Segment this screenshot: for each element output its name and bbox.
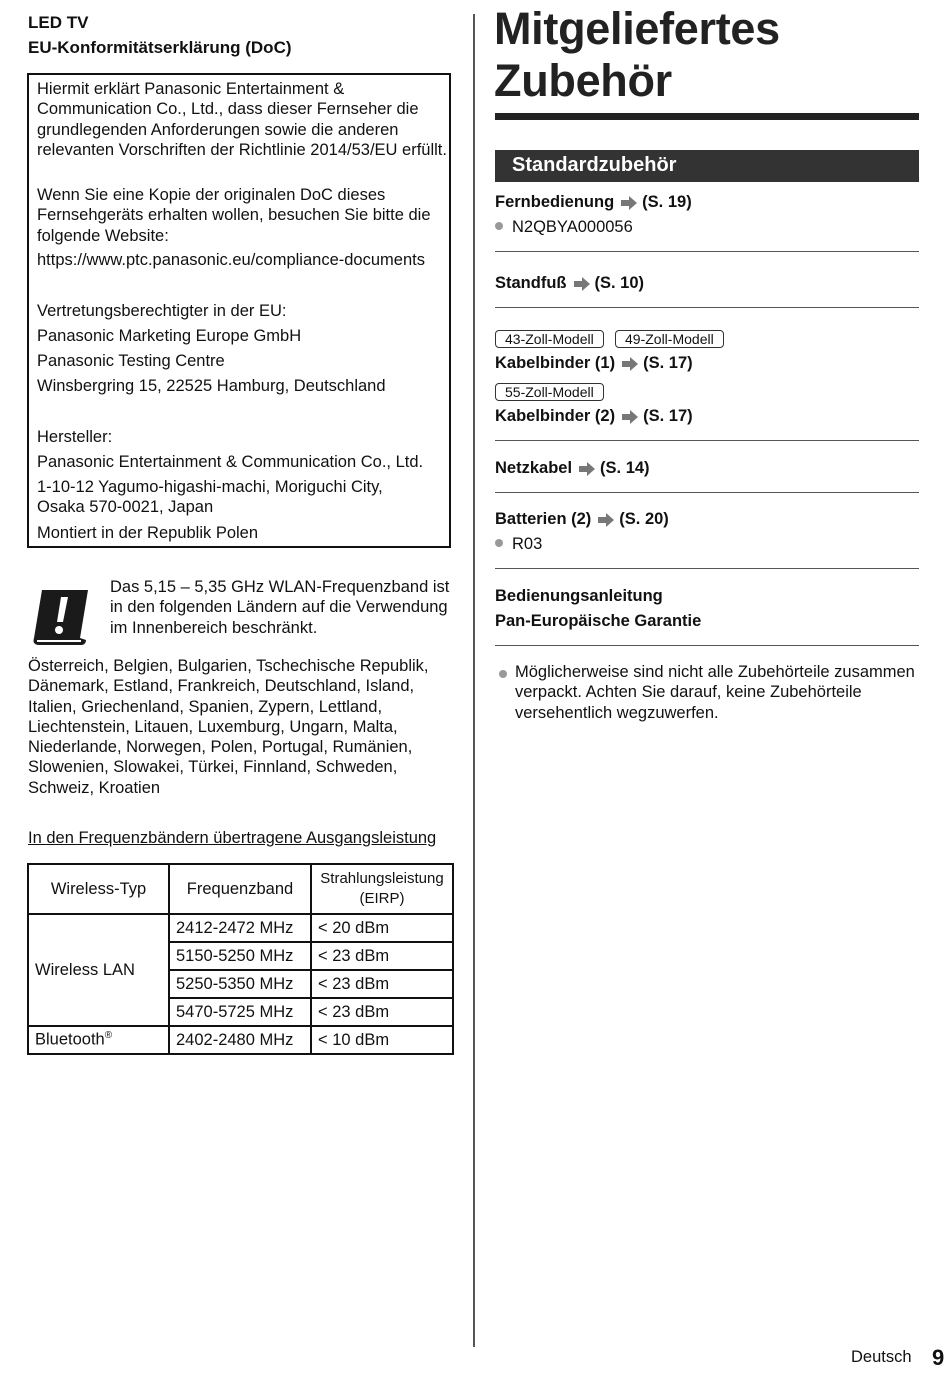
accessory-stand	[495, 273, 644, 293]
power-table-title: In den Frequenzbändern übertragene Ausgangsleistung	[28, 829, 437, 847]
model-badge-43: 43-Zoll-Modell	[495, 330, 604, 348]
bullet-icon	[495, 222, 503, 230]
product-heading: LED TV	[28, 13, 89, 32]
eu-representative-line: Winsbergring 15, 22525 Hamburg, Deutschland	[37, 377, 386, 395]
accessory-remote	[495, 192, 692, 212]
country-list: Österreich, Belgien, Bulgarien, Tschechische Republik, Dänemark, Estland, Frankreich, Deutschland, Island, Italien, Griechenland, Spanien, Zypern, Lettland, Liechtenstein, Litauen, Luxemburg, Ungarn, Malta, Niederlande, Norwegen, Polen, Portugal, Rumänien, Slowenien, Slowakei, Türkei, Finnland, Schweden, Schweiz, Kroatien	[28, 657, 429, 797]
footer-language: Deutsch	[851, 1348, 912, 1366]
accessory-label: Batterien (2)	[495, 510, 592, 528]
accessory-batteries	[495, 509, 669, 529]
declaration-text: Hiermit erklärt Panasonic Entertainment & Communication Co., Ltd., dass dieser Fernseher die grundlegenden Anforderungen sowie die anderen relevanten Vorschriften der Richtlinie 2014/53/EU erfüllt.	[37, 80, 447, 159]
section-header: Standardzubehör	[495, 150, 919, 182]
power-cell: < 23 dBm	[311, 970, 453, 998]
frequency-table	[27, 863, 454, 1055]
band-cell: 5150-5250 MHz	[169, 942, 311, 970]
note-text: Möglicherweise sind nicht alle Zubehörteile zusammen verpackt. Achten Sie darauf, keine Zubehörteile versehentlich wegzuwerfen.	[515, 663, 915, 722]
page-reference[interactable]: (S. 10)	[594, 274, 645, 292]
column-header: Wireless-Typ	[28, 864, 169, 914]
bullet-icon	[495, 539, 503, 547]
accessory-mains-lead	[495, 458, 650, 478]
manufacturer-line: Panasonic Entertainment & Communication Co., Ltd.	[37, 453, 424, 471]
page-reference-arrow-icon	[578, 462, 596, 476]
power-cell: < 23 dBm	[311, 942, 453, 970]
page-reference[interactable]: (S. 17)	[643, 354, 693, 372]
accessory-label: Fernbedienung	[495, 193, 615, 211]
column-header: Frequenzband	[169, 864, 311, 914]
compliance-url[interactable]: https://www.ptc.panasonic.eu/compliance-documents	[37, 251, 425, 269]
model-badge-49: 49-Zoll-Modell	[615, 330, 724, 348]
divider-rule	[495, 492, 919, 493]
accessory-label: Netzkabel	[495, 459, 573, 477]
page-reference-arrow-icon	[621, 410, 639, 424]
page-number: 9	[932, 1345, 945, 1370]
eu-representative-line: Panasonic Marketing Europe GmbH	[37, 327, 302, 345]
packaging-note	[495, 662, 915, 723]
page-title	[494, 3, 924, 107]
battery-type-item	[495, 534, 542, 554]
manufacturer-line: Montiert in der Republik Polen	[37, 524, 259, 542]
band-cell: 5250-5350 MHz	[169, 970, 311, 998]
divider-rule	[495, 568, 919, 569]
table-row	[28, 914, 453, 942]
column-header: Strahlungsleistung (EIRP)	[311, 864, 453, 914]
page-reference[interactable]: (S. 20)	[619, 510, 669, 528]
divider-rule	[495, 251, 919, 252]
page-title-line: Zubehör	[494, 55, 672, 106]
wlan-restriction-text: Das 5,15 – 5,35 GHz WLAN-Frequenzband ist in den folgenden Ländern auf die Verwendung im Innenbereich beschränkt.	[110, 578, 450, 637]
band-cell: 5470-5725 MHz	[169, 998, 311, 1026]
table-row	[28, 1026, 453, 1054]
bullet-icon	[499, 670, 507, 678]
page-title-line: Mitgeliefertes	[494, 3, 780, 54]
eu-representative-label: Vertretungsberechtigter in der EU:	[37, 302, 287, 320]
manufacturer-label: Hersteller:	[37, 428, 113, 446]
accessory-manual: Bedienungsanleitung	[495, 587, 663, 605]
accessory-cable-tie-2	[495, 406, 693, 426]
page-reference-arrow-icon	[597, 513, 615, 527]
power-cell: < 10 dBm	[311, 1026, 453, 1054]
model-number-item	[495, 217, 633, 237]
bluetooth-label: Bluetooth	[35, 1030, 105, 1049]
divider-rule	[495, 440, 919, 441]
accessory-label: Kabelbinder (2)	[495, 407, 616, 425]
accessory-label: Standfuß	[495, 274, 567, 292]
page-reference[interactable]: (S. 14)	[600, 459, 650, 477]
band-cell: 2402-2480 MHz	[169, 1026, 311, 1054]
title-rule	[495, 113, 919, 120]
page-reference-arrow-icon	[621, 357, 639, 371]
eu-representative-line: Panasonic Testing Centre	[37, 352, 225, 370]
power-cell: < 23 dBm	[311, 998, 453, 1026]
accessory-cable-tie-1	[495, 353, 693, 373]
battery-type: R03	[512, 535, 543, 553]
page-reference-arrow-icon	[620, 196, 638, 210]
column-divider	[473, 14, 475, 1347]
band-cell: 2412-2472 MHz	[169, 914, 311, 942]
accessory-warranty: Pan-Europäische Garantie	[495, 612, 702, 630]
page-reference-arrow-icon	[573, 277, 591, 291]
registered-mark: ®	[104, 1030, 113, 1042]
wireless-type-cell	[28, 1026, 169, 1054]
model-badge-55: 55-Zoll-Modell	[495, 383, 604, 401]
page-reference[interactable]: (S. 19)	[642, 193, 692, 211]
model-number: N2QBYA000056	[512, 218, 633, 236]
manufacturer-line: 1-10-12 Yagumo-higashi-machi, Moriguchi City, Osaka 570-0021, Japan	[37, 478, 383, 517]
doc-copy-text: Wenn Sie eine Kopie der originalen DoC dieses Fernsehgeräts erhalten wollen, besuchen Sie bitte die folgende Website:	[37, 186, 431, 245]
doc-heading: EU-Konformitätserklärung (DoC)	[28, 38, 292, 57]
indoor-restriction-warning-icon	[28, 586, 94, 648]
table-header-row	[28, 864, 453, 914]
accessory-label: Kabelbinder (1)	[495, 354, 616, 372]
divider-rule	[495, 645, 919, 646]
wireless-type-cell: Wireless LAN	[28, 914, 169, 1026]
divider-rule	[495, 307, 919, 308]
declaration-box	[27, 73, 451, 548]
power-cell: < 20 dBm	[311, 914, 453, 942]
page-reference[interactable]: (S. 17)	[643, 407, 693, 425]
